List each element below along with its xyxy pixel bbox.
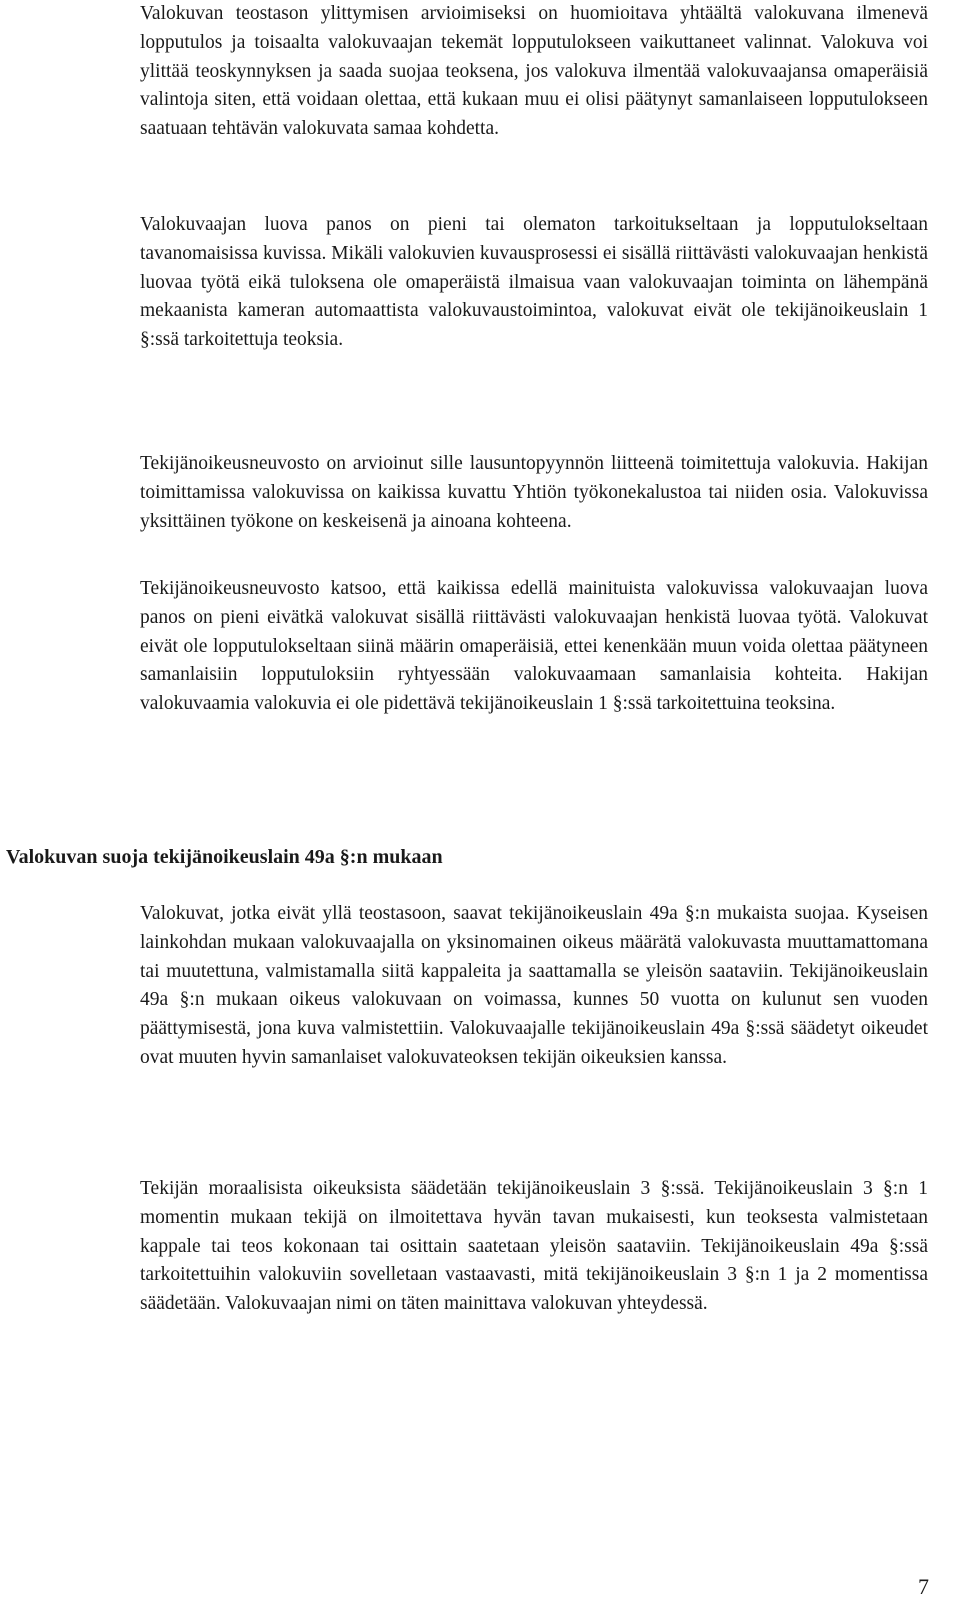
paragraph-council-conclusion: Tekijänoikeusneuvosto katsoo, että kaikissa edellä mainituista valokuvissa valokuvaajan luova panos on pieni eivätkä valokuvat sisällä riittävästi valokuvaajan henkistä luovaa työtä. Valokuvat eivät ole lopputulokseltaan siinä määrin omaperäisiä, ettei kenenkään muun voida olettaa päätyneen samanlaisiin lopputuloksiin ryhtyessään valokuvaamaan samanlaisia kohteita. Hakijan valokuvaamia valokuvia ei ole pidettävä tekijänoikeuslain 1 §:ssä tarkoitettuina teoksina. bbox=[140, 578, 928, 715]
page-number: 7 bbox=[918, 1574, 929, 1599]
paragraph-moral-rights: Tekijän moraalisista oikeuksista säädetään tekijänoikeuslain 3 §:ssä. Tekijänoikeuslain 3 §:n 1 momentin mukaan tekijä on ilmoitettava hyvän tavan mukaisesti, kun teoksesta valmistetaan kappale tai teos kokonaan tai osittain saatetaan yleisön saataviin. Tekijänoikeuslain 49a §:ssä tarkoitettuihin valokuviin sovelletaan vastaavasti, mitä tekijänoikeuslain 3 §:n 1 ja 2 momentissa säädetään. Valokuvaajan nimi on täten mainittava valokuvan yhteydessä. bbox=[140, 1178, 928, 1315]
paragraph-section-49a-protection: Valokuvat, jotka eivät yllä teostasoon, saavat tekijänoikeuslain 49a §:n mukaista suojaa. Kyseisen lainkohdan mukaan valokuvaajalla on yksinomainen oikeus määrätä valokuvasta muuttamattomana tai muutettuna, valmistamalla siitä kappaleita ja saattamalla se yleisön saataviin. Tekijänoikeuslain 49a §:n mukaan oikeus valokuvaan on voimassa, kunnes 50 vuotta on kulunut sen vuoden päättymisestä, jona kuva valmistettiin. Valokuvaajalle tekijänoikeuslain 49a §:ssä säädetyt oikeudet ovat muuten hyvin samanlaiset valokuvateoksen tekijän oikeuksien kanssa. bbox=[140, 903, 928, 1068]
paragraph-creative-input: Valokuvaajan luova panos on pieni tai olematon tarkoitukseltaan ja lopputulokseltaan tavanomaisissa kuvissa. Mikäli valokuvien kuvausprosessi ei sisällä riittävästi valokuvaajan henkistä luovaa työtä eikä tuloksena ole omaperäistä ilmaisua vaan valokuvaajan toiminta on lähempänä mekaanista kameran automaattista valokuvaustoimintoa, valokuvat eivät ole tekijänoikeuslain 1 §:ssä tarkoitettuja teoksia. bbox=[140, 214, 928, 351]
paragraph-council-review: Tekijänoikeusneuvosto on arvioinut sille lausuntopyynnön liitteenä toimitettuja valokuvia. Hakijan toimittamissa valokuvissa on kaikissa kuvattu Yhtiön työkonekalustoa tai niiden osia. Valokuvissa yksittäinen työkone on keskeisenä ja ainoana kohteena. bbox=[140, 453, 928, 532]
paragraph-photo-threshold-assessment: Valokuvan teostason ylittymisen arvioimiseksi on huomioitava yhtäältä valokuvana ilmenevä lopputulos ja toisaalta valokuvaajan tekemät lopputulokseen vaikuttaneet valinnat. Valokuva voi ylittää teoskynnyksen ja saada suojaa teoksena, jos valokuva ilmentää valokuvaajansa omaperäisiä valintoja siten, että voidaan olettaa, että kukaan muu ei olisi päätynyt samanlaiseen lopputulokseen saatuaan tehtävän valokuvata samaa kohdetta. bbox=[140, 3, 928, 140]
section-heading: Valokuvan suoja tekijänoikeuslain 49a §:n mukaan bbox=[6, 846, 443, 868]
